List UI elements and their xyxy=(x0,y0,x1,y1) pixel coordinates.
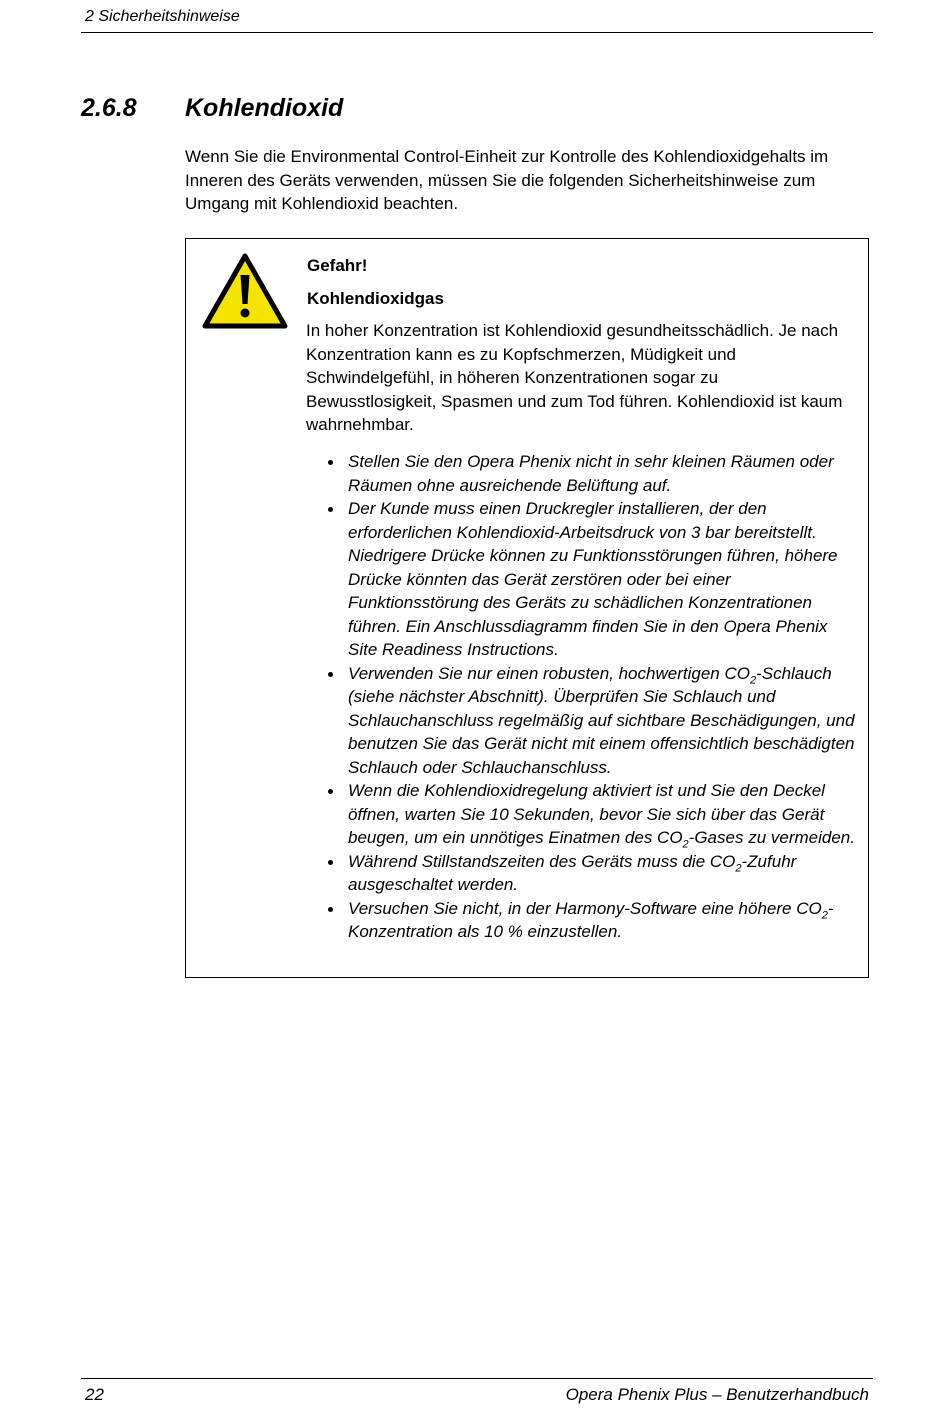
running-footer xyxy=(81,1378,873,1409)
list-item: Der Kunde muss einen Druckregler installieren, der den erforderlichen Kohlendioxid-Arbeitsdruck von 3 bar bereitstellt. Niedrigere Drücke können zu Funktionsstörungen führen, höhere Drücke könnten das Gerät zerstören oder bei einer Funktionsstörung des Geräts zu schädlichen Konzentrationen führen. Ein Anschlussdiagramm finden Sie in den Opera Phenix Site Readiness Instructions. xyxy=(348,497,858,662)
list-item: Stellen Sie den Opera Phenix nicht in sehr kleinen Räumen oder Räumen ohne ausreichende Belüftung auf. xyxy=(348,450,858,497)
hazard-subject: Kohlendioxidgas xyxy=(307,289,444,308)
section-title: Kohlendioxid xyxy=(185,94,344,122)
intro-paragraph: Wenn Sie die Environmental Control-Einheit zur Kontrolle des Kohlendioxidgehalts im Inneren des Geräts verwenden, müssen Sie die folgenden Sicherheitshinweise zum Umgang mit Kohlendioxid beachten. xyxy=(185,147,829,213)
header-chapter: 2 Sicherheitshinweise xyxy=(85,8,240,25)
page-number: 22 xyxy=(85,1385,104,1404)
danger-notice xyxy=(185,238,869,978)
running-header xyxy=(81,6,873,33)
signal-word: Gefahr! xyxy=(307,256,368,275)
hazard-description: In hoher Konzentration ist Kohlendioxid gesundheitsschädlich. Je nach Konzentration kann es zu Kopfschmerzen, Müdigkeit und Schwindelgefühl, in höheren Konzentrationen sogar zu Bewusstlosigkeit, Spasmen und zum Tod führen. Kohlendioxid ist kaum wahrnehmbar. xyxy=(306,321,843,434)
list-item: Wenn die Kohlendioxidregelung aktiviert ist und Sie den Deckel öffnen, warten Sie 10 Sekunden, bevor Sie sich über das Gerät beugen, um ein unnötiges Einatmen des $CO_2$-Gases zu vermeiden. xyxy=(348,779,858,850)
safety-instructions-list xyxy=(348,450,858,944)
list-item: Versuchen Sie nicht, in der Harmony-Software eine höhere $CO_2$-Konzentration als 10 % einzustellen. xyxy=(348,897,858,944)
warning-triangle-icon xyxy=(202,253,288,329)
list-item: Verwenden Sie nur einen robusten, hochwertigen $CO_2$-Schlauch (siehe nächster Abschnitt). Überprüfen Sie Schlauch und Schlauchanschluss regelmäßig auf sichtbare Beschädigungen, und benutzen Sie das Gerät nicht mit einem offensichtlich beschädigten Schlauch oder Schlauchanschluss. xyxy=(348,662,858,780)
list-item: Während Stillstandszeiten des Geräts muss die $CO_2$-Zufuhr ausgeschaltet werden. xyxy=(348,850,858,897)
section-number: 2.6.8 xyxy=(81,94,137,122)
book-title: Opera Phenix Plus – Benutzerhandbuch xyxy=(565,1385,869,1404)
